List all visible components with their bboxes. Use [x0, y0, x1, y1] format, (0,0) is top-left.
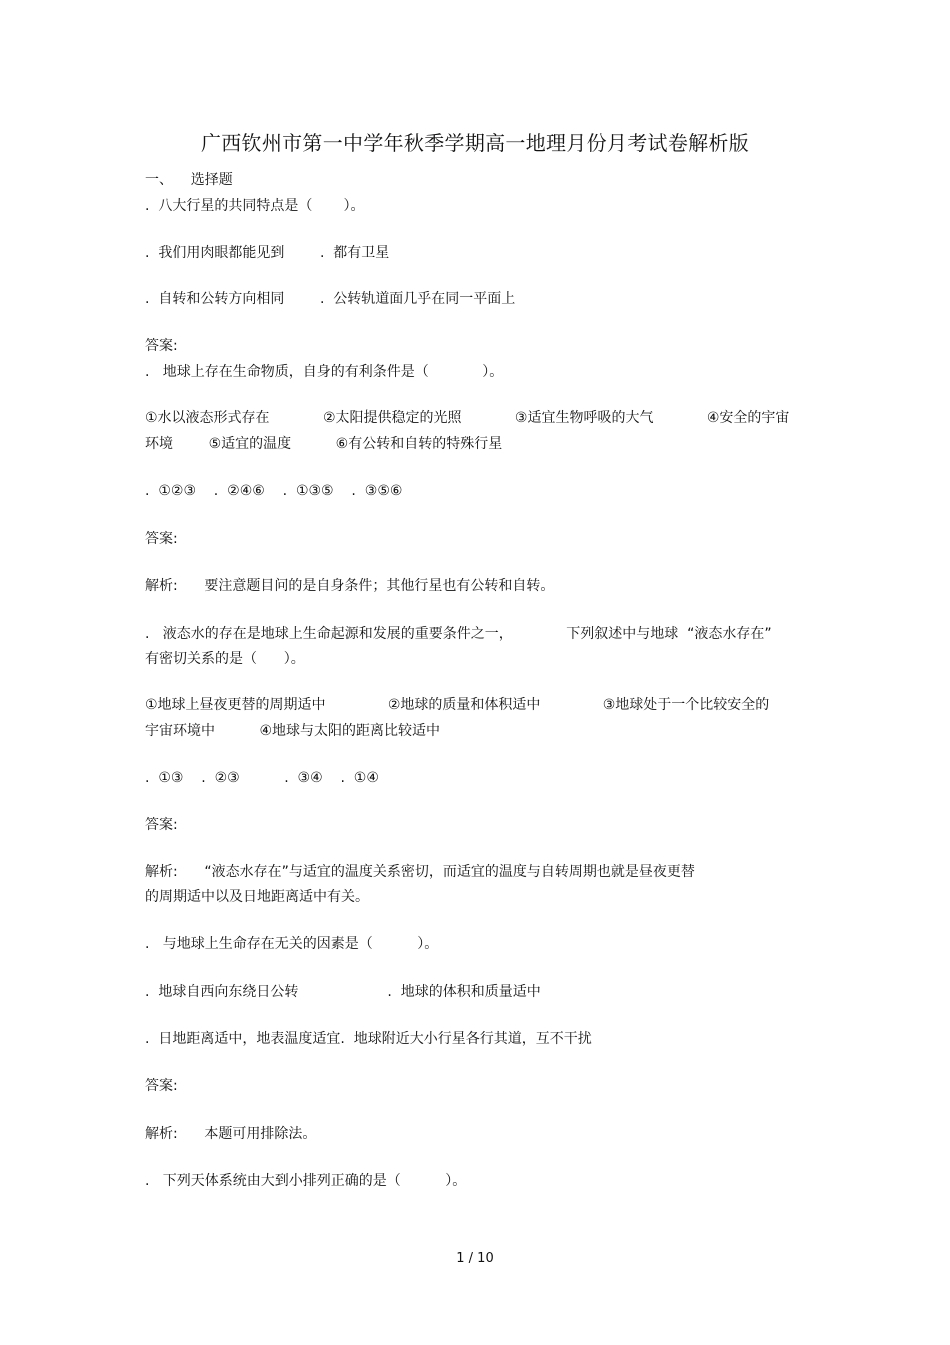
question-4: . 与地球上生命存在无关的因素是（ ）。: [145, 936, 439, 952]
answer-label-3: 答案:: [145, 817, 178, 833]
page-number: 1 / 10: [456, 1251, 494, 1266]
explanation-4: 解析: 本题可用排除法。: [145, 1126, 317, 1142]
question-4-options-cd: . 日地距离适中，地表温度适宜. 地球附近大小行星各行其道，互不干扰: [145, 1031, 592, 1047]
section-heading: 一、 选择题: [145, 172, 233, 188]
document-title: 广西钦州市第一中学年秋季学期高一地理月份月考试卷解析版: [200, 131, 750, 155]
explanation-3-line-1: 解析: “液态水存在”与适宜的温度关系密切，而适宜的温度与自转周期也就是昼夜更替: [145, 864, 695, 880]
question-2-options: . ①②③ . ②④⑥ . ①③⑤ . ③⑤⑥: [145, 483, 403, 499]
question-3-items-line-1: ①地球上昼夜更替的周期适中 ②地球的质量和体积适中 ③地球处于一个比较安全的: [145, 697, 770, 713]
question-1-options-cd: . 自转和公转方向相同 . 公转轨道面几乎在同一平面上: [145, 291, 516, 307]
question-1: . 八大行星的共同特点是（ ）。: [145, 198, 365, 214]
explanation-3-line-2: 的周期适中以及日地距离适中有关。: [145, 889, 369, 905]
question-1-options-ab: . 我们用肉眼都能见到 . 都有卫星: [145, 245, 390, 261]
question-5: . 下列天体系统由大到小排列正确的是（ ）。: [145, 1173, 467, 1189]
question-2-items-line-2: 环境 ⑤适宜的温度 ⑥有公转和自转的特殊行星: [145, 436, 503, 452]
answer-label-1: 答案:: [145, 338, 178, 354]
question-2: . 地球上存在生命物质，自身的有利条件是（ ）。: [145, 364, 504, 380]
question-3-options: . ①③ . ②③ . ③④ . ①④: [145, 770, 379, 786]
question-3-items-line-2: 宇宙环境中 ④地球与太阳的距离比较适中: [145, 723, 441, 739]
answer-label-2: 答案:: [145, 531, 178, 547]
answer-label-4: 答案:: [145, 1078, 178, 1094]
question-2-items-line-1: ①水以液态形式存在 ②太阳提供稳定的光照 ③适宜生物呼吸的大气 ④安全的宇宙: [145, 410, 790, 426]
question-3-line-2: 有密切关系的是（ ）。: [145, 651, 305, 667]
question-4-options-ab: . 地球自西向东绕日公转 . 地球的体积和质量适中: [145, 984, 541, 1000]
question-3-line-1: . 液态水的存在是地球上生命起源和发展的重要条件之一， 下列叙述中与地球 “液态水存在”: [145, 626, 772, 642]
explanation-2: 解析: 要注意题目问的是自身条件；其他行星也有公转和自转。: [145, 578, 555, 594]
